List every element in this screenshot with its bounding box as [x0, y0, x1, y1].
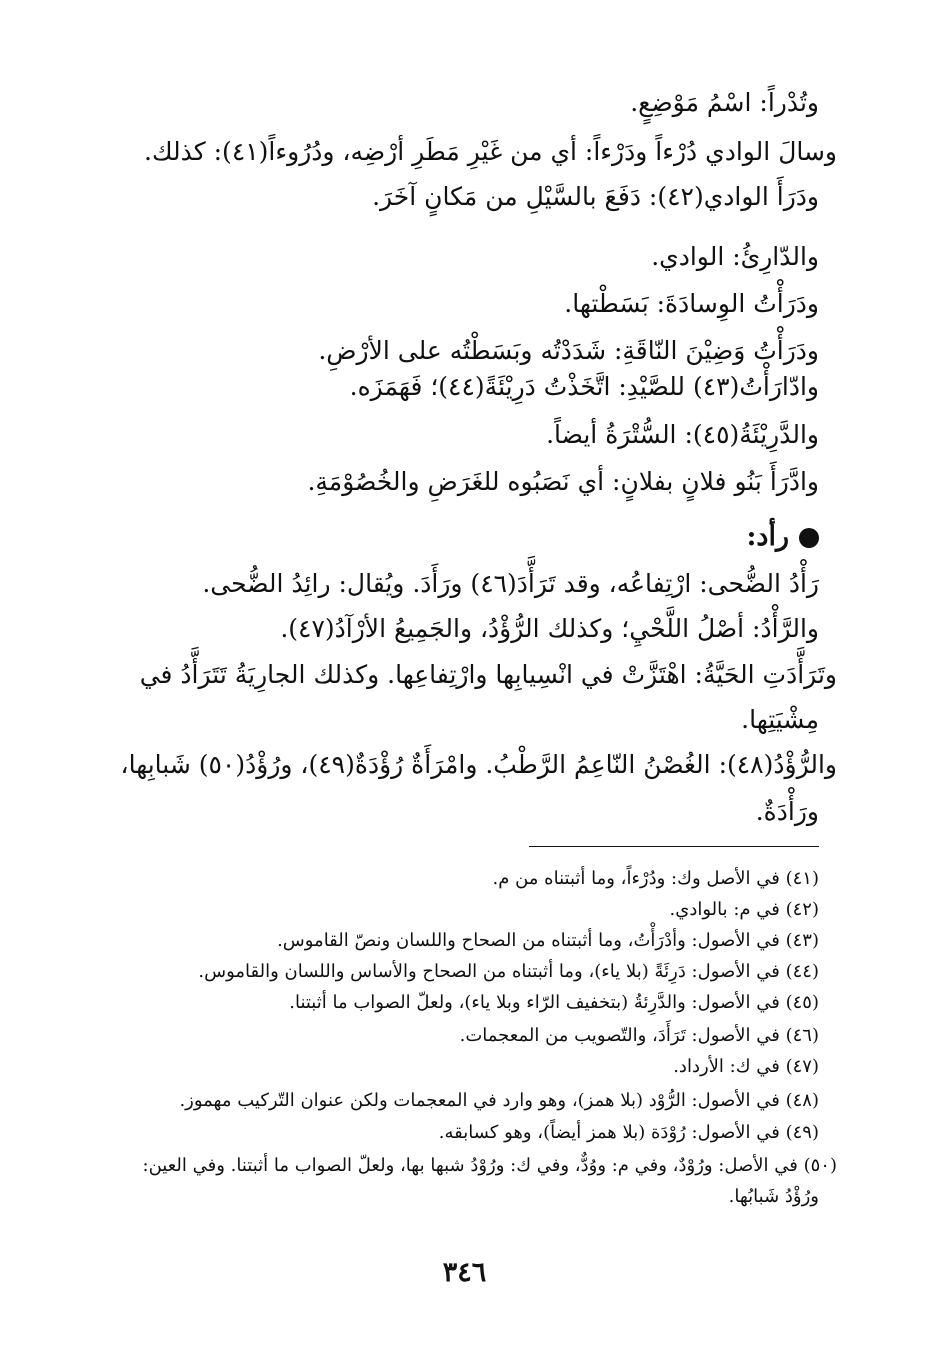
- footnote: (٤٢) في م: بالوادي.: [669, 899, 819, 920]
- text-line: والدَّرِيْئَةُ(٤٥): السُّتْرَةُ أيضاً.: [546, 420, 819, 449]
- footnote: (٤٧) في ك: الأرداد.: [673, 1056, 819, 1077]
- text-line: ودَرَأَ الوادي(٤٢): دَفَعَ بالسَّيْلِ من مَكانٍ آخَرَ.: [372, 182, 819, 211]
- footnote: (٤٣) في الأصول: وأدْرَأْتُ، وما أثبتناه من الصحاح واللسان ونصّ القاموس.: [277, 930, 819, 951]
- text-line: رَأْدُ الضُّحى: ارْتِفاعُه، وقد تَرَأَّدَ(٤٦) ورَأَدَ. ويُقال: رائِدُ الضُّحى.: [202, 569, 819, 598]
- text-line: وتُدْراً: اسْمُ مَوْضِعٍ.: [630, 88, 819, 117]
- text-line: وادَّرَأَ بَنُو فلانٍ بفلانٍ: أي نَصَبُوه للغَرَضِ والخُصُوْمَةِ.: [307, 467, 819, 496]
- text-line: وسالَ الوادي دُرْءاً ودَرْءاً: أي من غَيْرِ مَطَرِ أرْضِه، ودُرُوءاً(٤١): كذلك.: [144, 137, 837, 166]
- text-line: وادّارَأْتُ(٤٣) للصَّيْدِ: اتَّخَذْتُ دَرِيْئَةً(٤٤)؛ فَهَمَزَه.: [349, 372, 819, 401]
- text-line: وتَرَأَّدَتِ الحَيَّةُ: اهْتَزَّتْ في انْسِيابِها وارْتِفاعِها. وكذلك الجارِيَةُ تَتَرَأَّدُ في: [139, 660, 837, 689]
- page-number: ٣٤٦: [442, 1257, 487, 1288]
- footnote: (٤٦) في الأصول: تَرَأَدَ، والتّصويب من المعجمات.: [459, 1025, 819, 1046]
- text-line: مِشْيَتِها.: [741, 705, 819, 734]
- footnote: (٤٨) في الأصول: الرُّوْد (بلا همز)، وهو وارد في المعجمات ولكن عنوان التّركيب مهموز.: [179, 1090, 819, 1111]
- text-line: ودَرَأْتُ الوِسادَةَ: بَسَطْتها.: [564, 289, 819, 318]
- bullet-icon: [799, 528, 819, 548]
- text-line: والرُّؤْدُ(٤٨): الغُصْنُ النّاعِمُ الرَّطْبُ. وامْرَأَةٌ رُؤْدَةٌ(٤٩)، ورُؤْدُ(٥٠) شَبابِها،: [120, 750, 837, 779]
- footnote: (٤٤) في الأصول: دَرِئَةً (بلا ياء)، وما أثبتناه من الصحاح والأساس واللسان والقاموس.: [198, 961, 819, 982]
- footnote-divider: [529, 846, 819, 847]
- footnote: (٥٠) في الأصل: ورُوْدٌ، وفي م: ووُدٌّ، وفي ك: ورُوْدُ شبها بها، ولعلّ الصواب ما أثبتنا. وفي العين:: [142, 1155, 837, 1176]
- entry-heading-text: رأد:: [746, 521, 789, 552]
- footnote: ورُؤْدُ شَبابُها.: [728, 1186, 819, 1207]
- text-line: والدّارِئُ: الوادي.: [651, 242, 819, 271]
- text-line: ورَأْدَةٌ.: [755, 797, 819, 826]
- footnote: (٤٥) في الأصول: والدَّرِئةُ (بتخفيف الرّاء وبلا ياء)، ولعلّ الصواب ما أثبتنا.: [289, 992, 819, 1013]
- entry-heading: [746, 520, 819, 554]
- footnote: (٤١) في الأصل وك: ودُرْءاً، وما أثبتناه من م.: [492, 868, 819, 889]
- text-line: والرَّأْدُ: أصْلُ اللَّحْيِ؛ وكذلك الرُّؤْدُ، والجَمِيعُ الأرْآدُ(٤٧).: [280, 614, 819, 643]
- text-line: ودَرَأْتُ وَضِيْنَ النّاقَةِ: شَدَدْتُه وبَسَطْتُه على الأرْضِ.: [318, 336, 819, 365]
- footnote: (٤٩) في الأصول: رُوْدَة (بلا همز أيضاً)، وهو كسابقه.: [438, 1122, 819, 1143]
